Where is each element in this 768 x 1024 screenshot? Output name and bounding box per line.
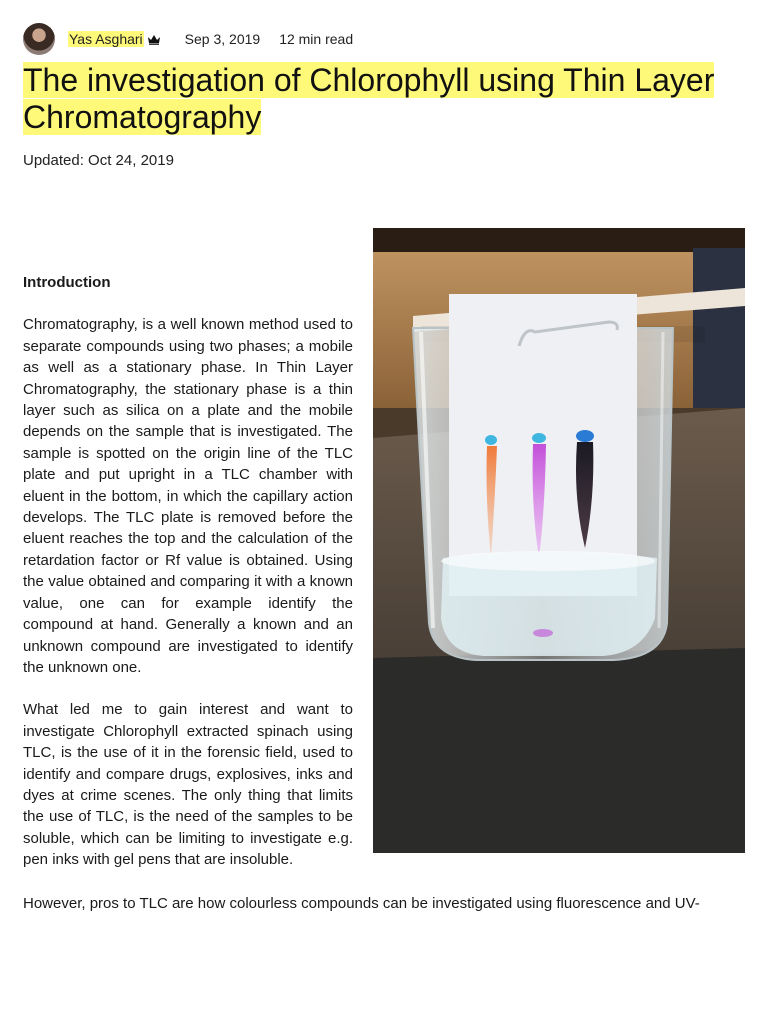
read-time: 12 min read (279, 31, 354, 47)
paragraph: Chromatography, is a well known method used to separate compounds using two phases; a mobile as well as a stationary phase. In Thin Layer Chromatography, the stationary phase is a thin layer such as silica on a plate and the mobile depends on the sample that is investigated. The sample is spotted on the origin line of the TLC plate and put upright in a TLC chamber with eluent in the bottom, in which the capillary action develops. The TLC plate is removed before the eluent reaches the top and the calculation of the retardation factor or Rf value is obtained. Using the value obtained and comparing it with a known value, one can for example identify the compound at hand. Generally a known and an unknown compound are investigated to identify the unknown one. (23, 316, 353, 676)
tlc-beaker-photo (373, 228, 745, 853)
paragraph: What led me to gain interest and want to investigate Chlorophyll extracted spinach using TLC, is the use of it in the forensic field, used to identify and compare drugs, explosives, inks and dyes at crime scenes. The only thing that limits the use of TLC, is the need of the samples to be soluble, which can be limiting to investigate e.g. pen inks with gel pens that are insoluble. (23, 701, 353, 869)
author-avatar[interactable] (23, 23, 55, 55)
section-heading: Introduction (23, 274, 111, 291)
paragraph: However, pros to TLC are how colourless compounds can be investigated using fluorescence and UV- (23, 894, 700, 912)
updated-date: Updated: Oct 24, 2019 (23, 152, 174, 169)
crown-icon (147, 34, 161, 45)
article-body (23, 228, 745, 914)
author-name-link[interactable]: Yas Asghari (69, 31, 143, 47)
post-title: The investigation of Chlorophyll using Thin Layer Chromatography (23, 62, 715, 135)
publish-date: Sep 3, 2019 (184, 31, 261, 47)
byline (23, 22, 353, 56)
